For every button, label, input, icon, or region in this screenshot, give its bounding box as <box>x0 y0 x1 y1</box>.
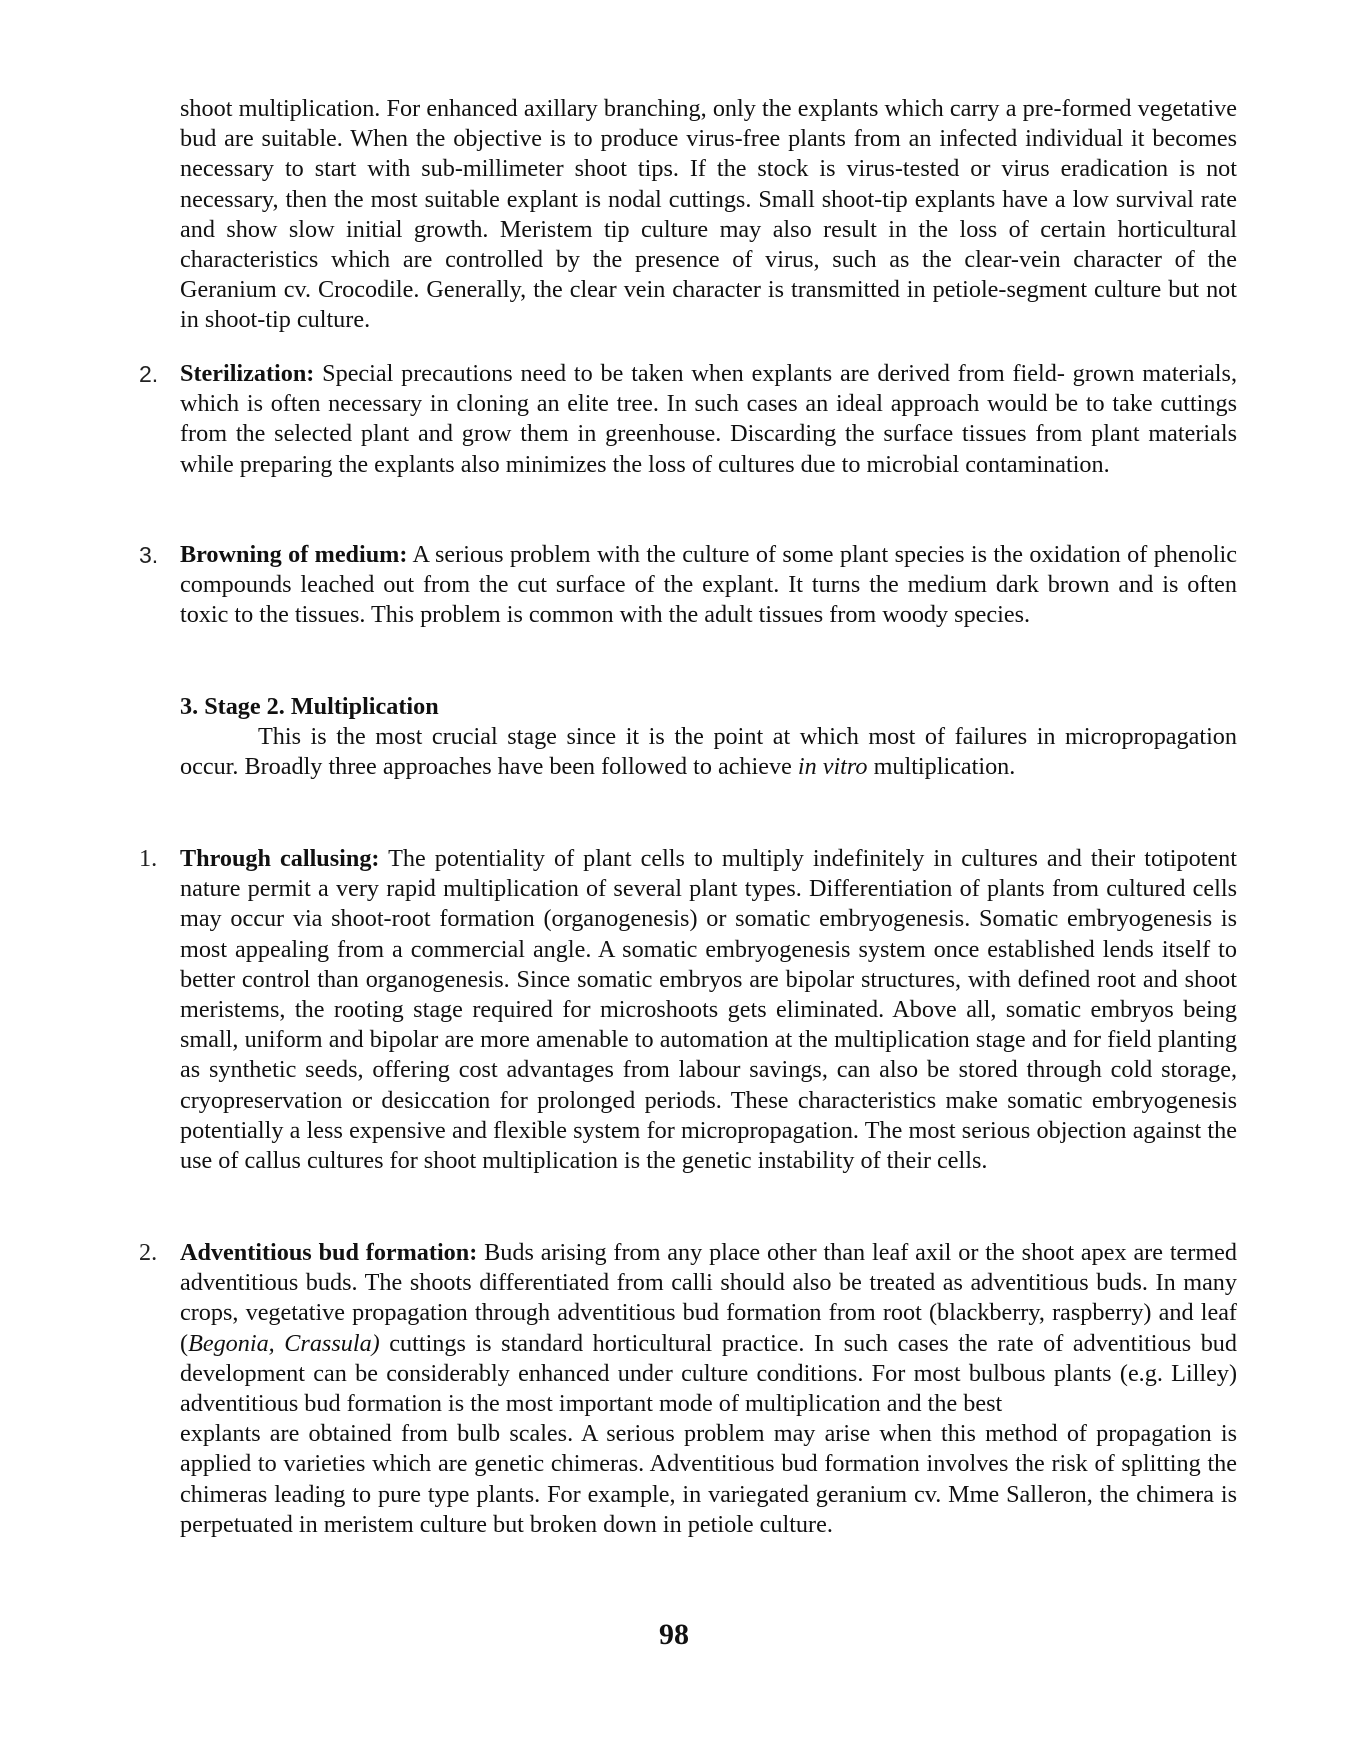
term-callusing: Through callusing: <box>180 845 380 872</box>
stage-text-before: This is the most crucial stage since it is the point at which most of failures in micropropagation occur. Broadly three approaches have been followed to achieve <box>180 723 1237 781</box>
intro-text: shoot multiplication. For enhanced axillary branching, only the explants which carry a pre-formed vegetative bud are suitable. When the objective is to produce virus-free plants from an infected individual it becomes necessary to start with sub-millimeter shoot tips. If the stock is virus-tested or virus eradication is not necessary, then the most suitable explant is nodal cuttings. Small shoot-tip explants have a low survival rate and show slow initial growth. Meristem tip culture may also result in the loss of certain horticultural characteristics which are controlled by the presence of virus, such as the clear-vein character of the Geranium cv. Crocodile. Generally, the clear vein character is transmitted in petiole-segment culture but not in shoot-tip culture. <box>180 95 1237 334</box>
term-sterilization: Sterilization: <box>180 360 315 387</box>
list-item-callusing <box>180 844 1237 1176</box>
list-item-sterilization <box>180 359 1237 480</box>
stage-text-after: multiplication. <box>867 753 1016 781</box>
text-adventitious-1: Buds arising from any place other than leaf axil or the shoot apex are termed adventitious buds. The shoots differentiated from calli should also be treated as adventitious buds. In many crops, vegetative propagation through adventitious bud formation from root (blackberry, raspberry) and leaf ( <box>180 1239 1237 1357</box>
list-number-sterilization: 2. <box>139 361 159 387</box>
text-sterilization: Special precautions need to be taken when explants are derived from field- grown materials, which is often necessary in cloning an elite tree. In such cases an ideal approach would be to take cuttings from the selected plant and grow them in greenhouse. Discarding the surface tissues from plant materials while preparing the explants also minimizes the loss of cultures due to microbial contamination. <box>180 360 1237 478</box>
list-number-callusing: 1. <box>139 845 158 872</box>
italic-begonia-crassula: Begonia, Crassula) <box>188 1329 380 1357</box>
text-adventitious-3: explants are obtained from bulb scales. A serious problem may arise when this method of propagation is applied to varieties which are genetic chimeras. Adventitious bud formation involves the risk of splitting the chimeras leading to pure type plants. For example, in variegated geranium cv. Mme Salleron, the chimera is perpetuated in meristem culture but broken down in petiole culture. <box>180 1420 1237 1538</box>
list-item-browning <box>180 540 1237 631</box>
stage-section <box>180 692 1237 783</box>
text-adventitious-2: cuttings is standard horticultural practice. In such cases the rate of adventitious bud development can be considerably enhanced under culture conditions. For most bulbous plants (e.g. Lilley) adventitious bud formation is the most important mode of multiplication and the best <box>180 1329 1237 1418</box>
list-item-adventitious <box>180 1238 1237 1540</box>
stage-italic-term: in vitro <box>797 753 868 781</box>
page-number: 98 <box>659 1618 689 1651</box>
stage-paragraph <box>180 722 1237 782</box>
section-heading: 3. Stage 2. Multiplication <box>180 693 439 720</box>
text-browning: A serious problem with the culture of some plant species is the oxidation of phenolic compounds leached out from the cut surface of the explant. It turns the medium dark brown and is often toxic to the tissues. This problem is common with the adult tissues from woody species. <box>180 541 1237 629</box>
list-number-adventitious: 2. <box>139 1239 158 1266</box>
term-adventitious: Adventitious bud formation: <box>180 1239 478 1266</box>
intro-paragraph <box>180 94 1237 336</box>
term-browning: Browning of medium: <box>180 541 408 568</box>
list-number-browning: 3. <box>139 542 159 568</box>
text-callusing: The potentiality of plant cells to multiply indefinitely in cultures and their totipotent nature permit a very rapid multiplication of several plant types. Differentiation of plants from cultured cells may occur via shoot-root formation (organogenesis) or somatic embryogenesis. Somatic embryogenesis is most appealing from a commercial angle. A somatic embryogenesis system once established lends itself to better control than organogenesis. Since somatic embryos are bipolar structures, with defined root and shoot meristems, the rooting stage required for microshoots gets eliminated. Above all, somatic embryos being small, uniform and bipolar are more amenable to automation at the multiplication stage and for field planting as synthetic seeds, offering cost advantages from labour savings, can also be stored through cold storage, cryopreservation or desiccation for prolonged periods. These characteristics make somatic embryogenesis potentially a less expensive and flexible system for micropropagation. The most serious objection against the use of callus cultures for shoot multiplication is the genetic instability of their cells. <box>180 845 1237 1175</box>
